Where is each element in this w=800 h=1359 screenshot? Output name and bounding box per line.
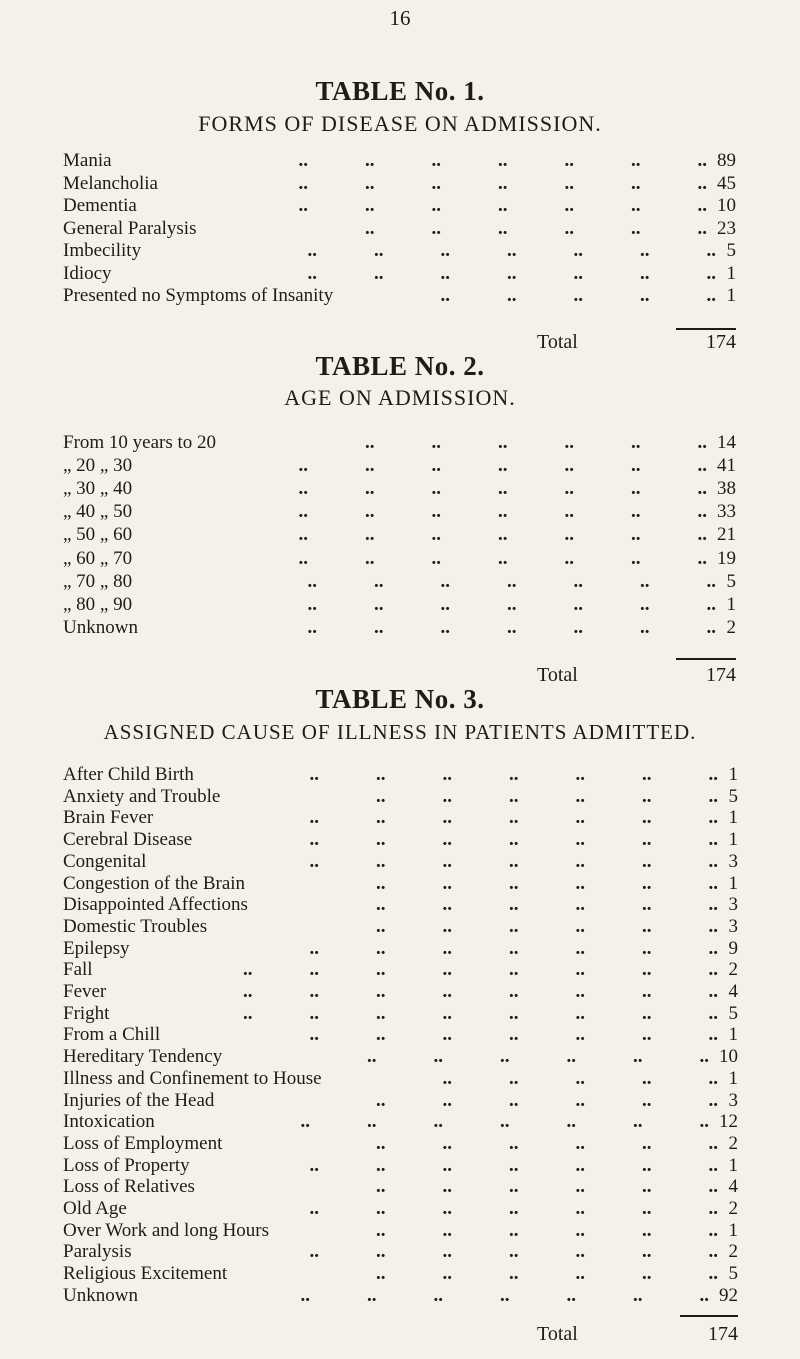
row-label: Loss of Employment <box>63 1132 223 1154</box>
row-value: 4 <box>728 1176 738 1198</box>
row-value: 3 <box>728 1089 738 1111</box>
row-label: Old Age <box>63 1198 127 1219</box>
table-row <box>63 239 736 263</box>
leader-dots: .. .. .. .. .. .. .. <box>309 829 718 851</box>
leader-dots: .. .. .. .. .. .. .. <box>300 1111 709 1133</box>
leader-dots: .. .. .. .. .. .. .. <box>298 455 707 477</box>
row-label: Domestic Troubles <box>63 915 208 937</box>
table3-title: TABLE No. 3. <box>315 684 485 714</box>
leader-dots: .. .. .. .. .. .. <box>376 872 718 894</box>
table-row <box>63 958 738 982</box>
row-value: 3 <box>728 915 738 937</box>
table3-total-label: Total <box>537 1323 578 1345</box>
row-value: 2 <box>728 1132 738 1154</box>
table-row <box>63 937 738 961</box>
row-value: 2 <box>728 959 738 981</box>
row-value: 2 <box>728 1198 738 1219</box>
table-row <box>63 284 736 308</box>
leader-dots: .. .. .. .. .. .. .. <box>307 262 716 284</box>
row-value: 45 <box>717 172 736 194</box>
leader-dots: .. .. .. .. .. .. .. <box>307 616 716 638</box>
row-label: Imbecility <box>63 240 142 261</box>
row-label: Fright <box>63 1002 110 1024</box>
row-value: 2 <box>728 1241 738 1263</box>
row-value: 12 <box>719 1111 738 1133</box>
leader-dots: .. .. .. .. .. .. .. <box>307 570 716 592</box>
row-value: 38 <box>717 478 736 500</box>
table-row <box>63 980 738 1004</box>
leader-dots: .. .. .. .. .. .. .. <box>298 547 707 569</box>
row-label: Epilepsy <box>63 937 130 959</box>
leader-dots: .. .. .. .. .. .. <box>376 1176 718 1198</box>
table-row <box>63 806 738 830</box>
leader-dots: .. .. .. .. .. .. .. <box>307 240 716 261</box>
leader-dots: .. .. .. .. .. .. .. .. <box>243 981 718 1002</box>
table-row <box>63 217 736 241</box>
table-row <box>63 570 736 594</box>
row-value: 5 <box>728 1263 738 1285</box>
row-label: „ 70 „ 80 <box>63 570 133 592</box>
table-row <box>63 477 736 501</box>
row-value: 1 <box>726 593 736 615</box>
table-row <box>63 828 738 852</box>
leader-dots: .. .. .. .. .. .. .. <box>298 501 707 523</box>
table-row <box>63 500 736 524</box>
table1-rule <box>676 328 736 330</box>
row-value: 23 <box>717 217 736 239</box>
row-label: Fever <box>63 981 107 1002</box>
leader-dots: .. .. .. .. .. .. .. .. <box>243 1002 718 1024</box>
table-row <box>63 1023 738 1047</box>
leader-dots: .. .. .. .. .. .. .. .. <box>243 959 718 981</box>
table-row <box>63 262 736 286</box>
table-row <box>63 785 738 809</box>
table-row <box>63 1154 738 1178</box>
row-label: Disappointed Affections <box>63 894 248 916</box>
row-label: Presented no Symptoms of Insanity <box>63 285 334 306</box>
table-row <box>63 172 736 196</box>
leader-dots: .. .. .. .. .. .. <box>376 1132 718 1154</box>
leader-dots: .. .. .. .. .. <box>440 285 716 306</box>
table-row <box>63 1089 738 1113</box>
table-row <box>63 1110 738 1134</box>
table-row <box>63 1045 738 1069</box>
table-row <box>63 523 736 547</box>
table-row <box>63 1240 738 1264</box>
table-row <box>63 593 736 617</box>
table-row <box>63 850 738 874</box>
row-value: 89 <box>717 150 736 171</box>
row-label: Dementia <box>63 195 137 216</box>
table3-total-value: 174 <box>708 1323 738 1345</box>
row-label: „ 60 „ 70 <box>63 547 133 569</box>
table2-total-value: 174 <box>706 664 736 686</box>
table1-subtitle: FORMS OF DISEASE ON ADMISSION. <box>198 111 602 136</box>
leader-dots: .. .. .. .. .. .. <box>365 217 707 239</box>
row-value: 1 <box>728 1024 738 1046</box>
leader-dots: .. .. .. .. .. .. <box>376 915 718 937</box>
leader-dots: .. .. .. .. .. .. .. <box>298 478 707 500</box>
row-label: Brain Fever <box>63 807 154 829</box>
leader-dots: .. .. .. .. .. .. .. <box>309 850 718 872</box>
table-row <box>63 1284 738 1308</box>
leader-dots: .. .. .. .. .. .. <box>376 1219 718 1241</box>
row-value: 9 <box>728 937 738 959</box>
row-label: „ 80 „ 90 <box>63 593 133 615</box>
row-label: From a Chill <box>63 1024 161 1046</box>
table-row <box>63 872 738 896</box>
row-value: 19 <box>717 547 736 569</box>
row-value: 2 <box>726 616 736 638</box>
leader-dots: .. .. .. .. .. .. .. <box>298 195 707 216</box>
leader-dots: .. .. .. .. .. .. <box>376 1263 718 1285</box>
page-number: 16 <box>389 6 411 30</box>
table3-subtitle: ASSIGNED CAUSE OF ILLNESS IN PATIENTS ADMITTED. <box>103 720 697 744</box>
row-label: Hereditary Tendency <box>63 1046 223 1068</box>
table-row <box>63 547 736 571</box>
row-label: Illness and Confinement to House <box>63 1067 322 1089</box>
row-label: „ 50 „ 60 <box>63 524 133 546</box>
row-value: 1 <box>728 1067 738 1089</box>
row-value: 1 <box>728 829 738 851</box>
row-label: Loss of Property <box>63 1154 190 1176</box>
row-label: Injuries of the Head <box>63 1089 215 1111</box>
table-row <box>63 431 736 455</box>
row-value: 21 <box>717 524 736 546</box>
leader-dots: .. .. .. .. .. .. .. <box>298 524 707 546</box>
row-value: 5 <box>726 570 736 592</box>
row-value: 3 <box>728 894 738 916</box>
row-label: From 10 years to 20 <box>63 432 217 453</box>
row-label: Over Work and long Hours <box>63 1219 270 1241</box>
leader-dots: .. .. .. .. .. .. .. <box>298 172 707 194</box>
table1-total-value: 174 <box>706 331 736 353</box>
leader-dots: .. .. .. .. .. .. .. <box>309 1154 718 1176</box>
table1-total-label: Total <box>537 331 578 353</box>
row-value: 1 <box>728 1154 738 1176</box>
leader-dots: .. .. .. .. .. .. <box>376 785 718 807</box>
row-label: Unknown <box>63 1284 138 1306</box>
table-row <box>63 1175 738 1199</box>
row-value: 92 <box>719 1284 738 1306</box>
table2-title: TABLE No. 2. <box>315 351 485 381</box>
table-row <box>63 1219 738 1243</box>
row-label: „ 40 „ 50 <box>63 501 133 523</box>
leader-dots: .. .. .. .. .. .. .. <box>309 764 718 785</box>
table-row <box>63 149 736 173</box>
row-value: 1 <box>728 872 738 894</box>
leader-dots: .. .. .. .. .. .. <box>376 894 718 916</box>
row-value: 5 <box>728 1002 738 1024</box>
row-label: Paralysis <box>63 1241 132 1263</box>
table2-subtitle: AGE ON ADMISSION. <box>284 385 516 410</box>
table-row <box>63 1197 738 1221</box>
table-row <box>63 194 736 218</box>
row-label: „ 20 „ 30 <box>63 455 133 477</box>
row-value: 33 <box>717 501 736 523</box>
leader-dots: .. .. .. .. .. .. .. <box>307 593 716 615</box>
table-row <box>63 1262 738 1286</box>
row-label: Unknown <box>63 616 138 638</box>
leader-dots: .. .. .. .. .. .. .. <box>298 150 707 171</box>
table-row <box>63 616 736 640</box>
row-label: „ 30 „ 40 <box>63 478 133 500</box>
row-label: Religious Excitement <box>63 1263 228 1285</box>
table-row <box>63 1002 738 1026</box>
table1-title: TABLE No. 1. <box>315 76 485 106</box>
row-label: Congenital <box>63 850 147 872</box>
row-value: 10 <box>717 195 736 216</box>
table3-rule <box>680 1315 738 1317</box>
leader-dots: .. .. .. .. .. .. <box>365 432 707 453</box>
row-value: 1 <box>728 1219 738 1241</box>
row-label: Melancholia <box>63 172 158 194</box>
row-value: 5 <box>726 240 736 261</box>
table2-rule <box>676 658 736 660</box>
row-value: 3 <box>728 850 738 872</box>
row-value: 1 <box>728 764 738 785</box>
row-label: Idiocy <box>63 262 112 284</box>
leader-dots: .. .. .. .. .. .. .. <box>309 807 718 829</box>
row-value: 1 <box>726 285 736 306</box>
row-value: 14 <box>717 432 736 453</box>
row-value: 4 <box>728 981 738 1002</box>
row-label: Congestion of the Brain <box>63 872 246 894</box>
row-label: Intoxication <box>63 1111 155 1133</box>
leader-dots: .. .. .. .. .. .. .. <box>309 1241 718 1263</box>
leader-dots: .. .. .. .. .. <box>442 1067 718 1089</box>
table-row <box>63 1132 738 1156</box>
leader-dots: .. .. .. .. .. .. <box>367 1046 709 1068</box>
row-value: 10 <box>719 1046 738 1068</box>
row-label: Mania <box>63 150 112 171</box>
row-value: 5 <box>728 785 738 807</box>
row-value: 1 <box>728 807 738 829</box>
leader-dots: .. .. .. .. .. .. .. <box>309 1024 718 1046</box>
row-label: Anxiety and Trouble <box>63 785 221 807</box>
table-row <box>63 915 738 939</box>
row-value: 41 <box>717 455 736 477</box>
leader-dots: .. .. .. .. .. .. .. <box>309 937 718 959</box>
table-row <box>63 763 738 787</box>
row-value: 1 <box>726 262 736 284</box>
table-row <box>63 1067 738 1091</box>
row-label: General Paralysis <box>63 217 197 239</box>
row-label: Fall <box>63 959 93 981</box>
row-label: After Child Birth <box>63 764 194 785</box>
row-label: Cerebral Disease <box>63 829 193 851</box>
row-label: Loss of Relatives <box>63 1176 195 1198</box>
table2-total-label: Total <box>537 664 578 686</box>
table-row <box>63 454 736 478</box>
leader-dots: .. .. .. .. .. .. .. <box>309 1198 718 1219</box>
leader-dots: .. .. .. .. .. .. <box>376 1089 718 1111</box>
table-row <box>63 893 738 917</box>
leader-dots: .. .. .. .. .. .. .. <box>300 1284 709 1306</box>
